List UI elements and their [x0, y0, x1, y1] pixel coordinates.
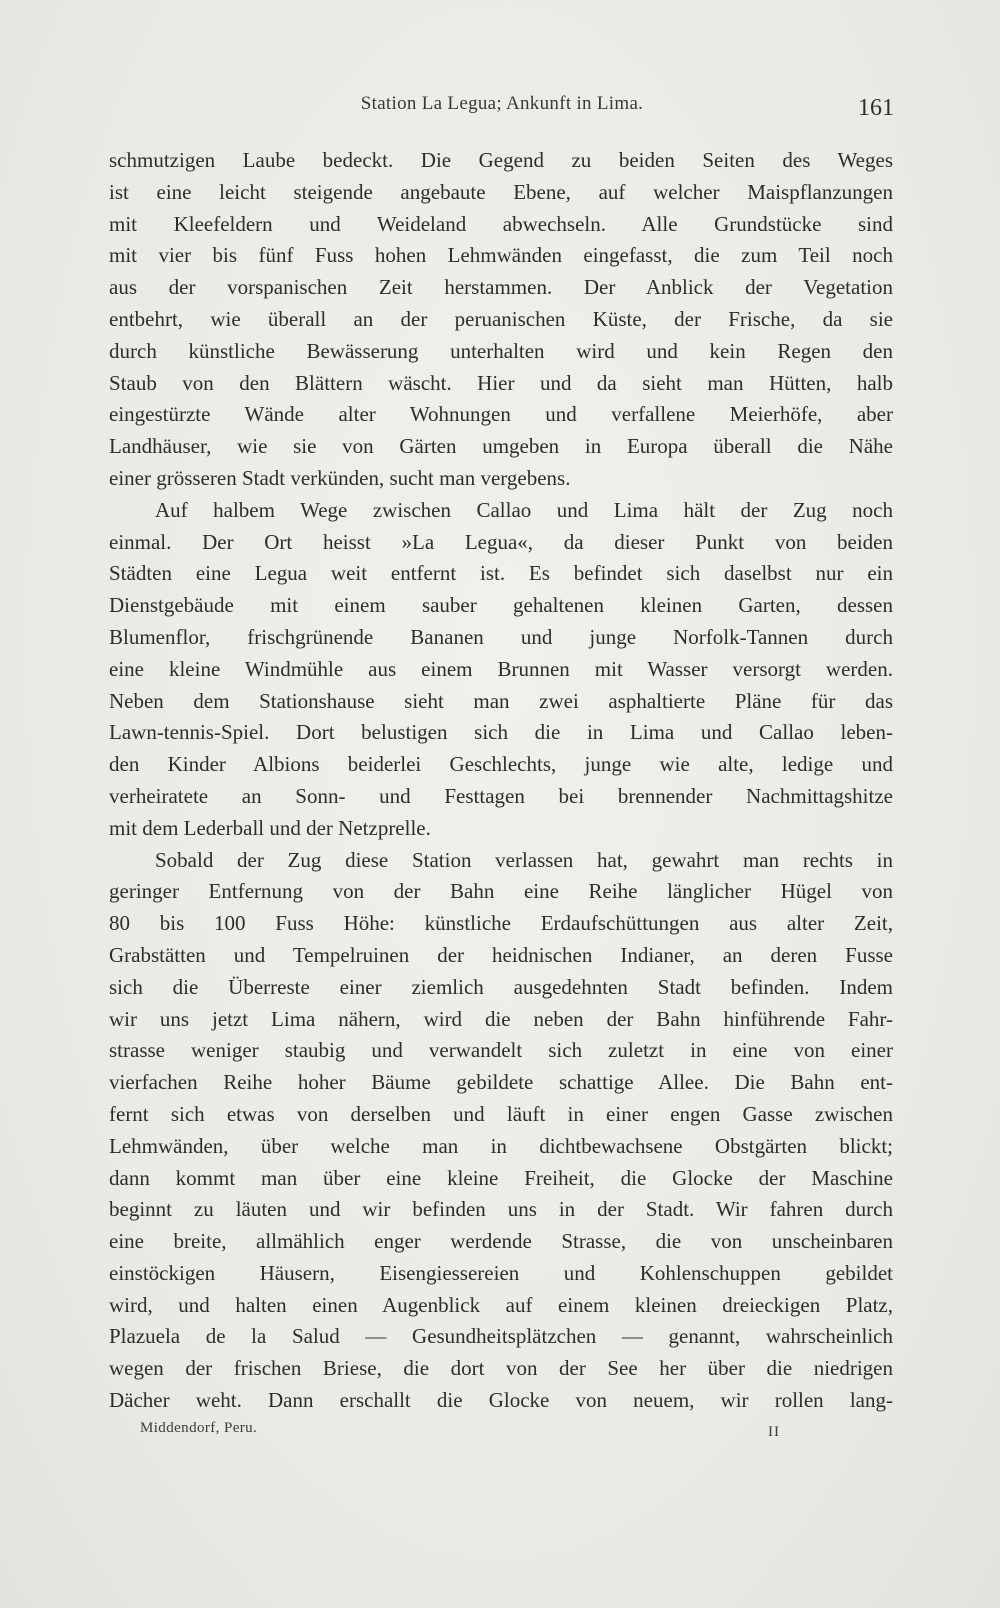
text-line: Landhäuser, wie sie von Gärten umgeben in Europa überall die Nähe — [109, 434, 893, 459]
text-line: sich die Überreste einer ziemlich ausgedehnten Stadt befinden. Indem — [109, 974, 893, 999]
text-line: wegen der frischen Briese, die dort von der See her über die niedrigen — [109, 1356, 893, 1381]
text-line: aus der vorspanischen Zeit herstammen. Der Anblick der Vegetation — [109, 275, 893, 300]
text-line: den Kinder Albions beiderlei Geschlechts, junge wie alte, ledige und — [109, 752, 893, 777]
text-line: Plazuela de la Salud — Gesundheitsplätzchen — genannt, wahrscheinlich — [109, 1324, 893, 1349]
body-text — [109, 145, 893, 1417]
text-line: Staub von den Blättern wäscht. Hier und da sieht man Hütten, halb — [109, 370, 893, 395]
page-footer — [140, 1420, 780, 1448]
printer-signature: Middendorf, Peru. — [140, 1420, 258, 1436]
text-line: ist eine leicht steigende angebaute Ebene, auf welcher Maispflanzungen — [109, 179, 893, 204]
text-line: einstöckigen Häusern, Eisengiessereien und Kohlenschuppen gebildet — [109, 1260, 893, 1285]
text-line: Blumenflor, frischgrünende Bananen und junge Norfolk-Tannen durch — [109, 624, 893, 649]
text-line: wir uns jetzt Lima nähern, wird die neben der Bahn hinführende Fahr- — [109, 1006, 893, 1031]
text-line: verheiratete an Sonn- und Festtagen bei brennender Nachmittagshitze — [109, 783, 893, 808]
running-head-title: Station La Legua; Ankunft in Lima. — [360, 93, 644, 114]
page-number: 161 — [858, 95, 894, 121]
text-line: Neben dem Stationshause sieht man zwei asphaltierte Pläne für das — [109, 688, 893, 713]
text-line: durch künstliche Bewässerung unterhalten wird und kein Regen den — [109, 338, 893, 363]
running-head — [110, 93, 894, 127]
text-line: mit dem Lederball und der Netzprelle. — [109, 815, 431, 840]
text-line: Städten eine Legua weit entfernt ist. Es befindet sich daselbst nur ein — [109, 561, 893, 586]
text-line: Lawn-tennis-Spiel. Dort belustigen sich die in Lima und Callao leben- — [109, 720, 893, 745]
text-line: Grabstätten und Tempelruinen der heidnischen Indianer, an deren Fusse — [109, 942, 893, 967]
text-line: fernt sich etwas von derselben und läuft in einer engen Gasse zwischen — [109, 1101, 893, 1126]
text-line: eine breite, allmählich enger werdende Strasse, die von unscheinbaren — [109, 1229, 893, 1254]
sheet-mark: II — [768, 1424, 780, 1440]
text-line: Dienstgebäude mit einem sauber gehaltenen kleinen Garten, dessen — [109, 593, 893, 618]
text-line: wird, und halten einen Augenblick auf einem kleinen dreieckigen Platz, — [109, 1292, 893, 1317]
text-line: 80 bis 100 Fuss Höhe: künstliche Erdaufschüttungen aus alter Zeit, — [109, 911, 893, 936]
text-line: Sobald der Zug diese Station verlassen hat, gewahrt man rechts in — [155, 847, 893, 872]
text-line: einmal. Der Ort heisst »La Legua«, da dieser Punkt von beiden — [109, 529, 893, 554]
text-line: dann kommt man über eine kleine Freiheit, die Glocke der Maschine — [109, 1165, 893, 1190]
text-line: entbehrt, wie überall an der peruanischen Küste, der Frische, da sie — [109, 306, 893, 331]
text-line: schmutzigen Laube bedeckt. Die Gegend zu beiden Seiten des Weges — [109, 148, 893, 172]
text-line: geringer Entfernung von der Bahn eine Reihe länglicher Hügel von — [109, 879, 893, 904]
text-line: mit Kleefeldern und Weideland abwechseln. Alle Grundstücke sind — [109, 211, 893, 236]
text-line: eingestürzte Wände alter Wohnungen und verfallene Meierhöfe, aber — [109, 402, 893, 427]
text-line: mit vier bis fünf Fuss hohen Lehmwänden eingefasst, die zum Teil noch — [109, 243, 893, 268]
text-line: eine kleine Windmühle aus einem Brunnen mit Wasser versorgt werden. — [109, 656, 893, 681]
text-line: beginnt zu läuten und wir befinden uns in der Stadt. Wir fahren durch — [109, 1197, 893, 1222]
text-line: strasse weniger staubig und verwandelt sich zuletzt in eine von einer — [109, 1038, 893, 1063]
text-line: vierfachen Reihe hoher Bäume gebildete schattige Allee. Die Bahn ent- — [109, 1070, 893, 1095]
text-line: Auf halbem Wege zwischen Callao und Lima hält der Zug noch — [155, 497, 893, 522]
text-line: einer grösseren Stadt verkünden, sucht man vergebens. — [109, 465, 571, 490]
text-line: Dächer weht. Dann erschallt die Glocke von neuem, wir rollen lang- — [109, 1388, 893, 1413]
text-line: Lehmwänden, über welche man in dichtbewachsene Obstgärten blickt; — [109, 1133, 893, 1158]
